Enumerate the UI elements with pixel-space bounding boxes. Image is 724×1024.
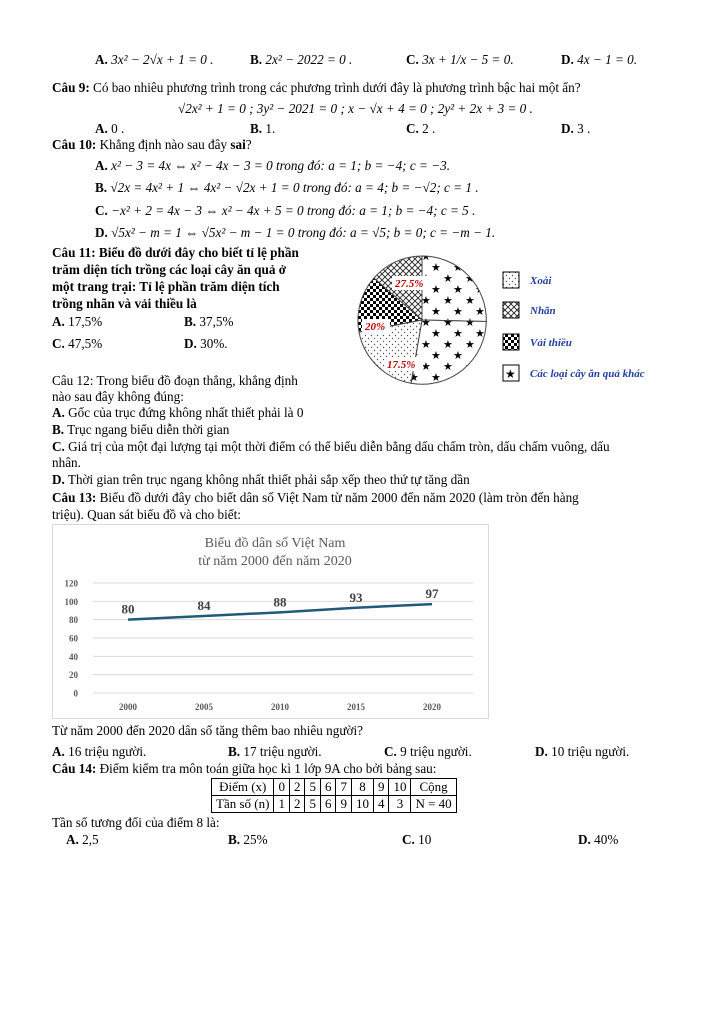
q12-line2: nào sau đây không đúng: (52, 389, 184, 404)
q10-question: Câu 10: Khẳng định nào sau đây sai? (52, 137, 252, 152)
y-tick-label: 120 (64, 578, 78, 589)
legend-swatch-vai-thieu (503, 334, 519, 350)
q10-option-b: B. √2x = 4x² + 1 ⇔ 4x² − √2x + 1 = 0 trong đó: a = 4; b = −√2; c = 1 . (95, 180, 479, 195)
q11-option-b: B. 37,5% (184, 314, 234, 329)
legend-label-vai-thieu: Vải thiều (530, 337, 572, 349)
table-cell: 9 (373, 779, 389, 796)
y-tick-label: 0 (73, 688, 78, 699)
table-cell: 1 (274, 796, 290, 813)
table-cell: 2 (289, 796, 305, 813)
q8-option-c: C. 3x + 1/x − 5 = 0. (406, 52, 514, 67)
data-label: 88 (273, 594, 287, 610)
q13-question-cont: triệu). Quan sát biểu đồ và cho biết: (52, 507, 241, 522)
q13-option-c: C. 9 triệu người. (384, 744, 472, 759)
q13-question: Câu 13: Biểu đồ dưới đây cho biết dân số Việt Nam từ năm 2000 đến năm 2020 (làm tròn đến hàng (52, 490, 579, 505)
table-cell: 0 (274, 779, 290, 796)
y-tick-label: 60 (69, 633, 78, 644)
table-cell: 10 (351, 796, 373, 813)
table-cell: N = 40 (411, 796, 456, 813)
table-cell: Tần số (n) (212, 796, 274, 813)
q14-question: Câu 14: Điểm kiểm tra môn toán giữa học kì 1 lớp 9A cho bởi bảng sau: (52, 761, 437, 776)
x-tick-label: 2015 (347, 702, 365, 712)
q12-option-d: D. Thời gian trên trục ngang không nhất thiết phải sắp xếp theo thứ tự tăng dần (52, 472, 470, 487)
q11-line1: Câu 11: Biểu đồ dưới đây cho biết tỉ lệ phần (52, 245, 299, 260)
q12-option-a: A. Gốc của trục đứng không nhất thiết phải là 0 (52, 405, 304, 420)
data-label: 80 (121, 601, 135, 617)
q11-option-c: C. 47,5% (52, 336, 103, 351)
q14-sub-question: Tần số tương đối của điểm 8 là: (52, 815, 220, 830)
table-cell: 10 (389, 779, 411, 796)
legend-swatch-xoai (503, 272, 519, 288)
table-cell: 6 (320, 779, 336, 796)
legend-label-nhan: Nhãn (530, 305, 556, 317)
q12-option-b: B. Trục ngang biểu diễn thời gian (52, 422, 230, 437)
q10-option-c: C. −x² + 2 = 4x − 3 ⇔ x² − 4x + 5 = 0 trong đó: a = 1; b = −4; c = 5 . (95, 203, 476, 218)
q9-equations: √2x² + 1 = 0 ; 3y² − 2021 = 0 ; x − √x + 4 = 0 ; 2y² + 2x + 3 = 0 . (178, 101, 533, 116)
q9-option-c: C. 2 . (406, 121, 436, 136)
x-tick-label: 2005 (195, 702, 213, 712)
pie-label-2: 20% (365, 321, 386, 333)
legend-label-xoai: Xoài (530, 275, 552, 287)
table-cell: 5 (305, 779, 321, 796)
data-label: 84 (197, 598, 211, 613)
line-chart-frame (52, 524, 489, 719)
table-cell: 2 (289, 779, 305, 796)
q14-option-a: A. 2,5 (66, 832, 99, 847)
q10-option-d: D. √5x² − m = 1 ⇔ √5x² − m − 1 = 0 trong đó: a = √5; b = 0; c = −m − 1. (95, 225, 496, 240)
table-cell: Điểm (x) (212, 779, 274, 796)
x-tick-label: 2010 (271, 702, 289, 712)
q8-option-a: A. 3x² − 2√x + 1 = 0 . (95, 52, 214, 67)
q13-option-d: D. 10 triệu người. (535, 744, 630, 759)
q14-option-d: D. 40% (578, 832, 619, 847)
pie-label-3: 17.5% (387, 359, 416, 371)
q13-option-b: B. 17 triệu người. (228, 744, 322, 759)
pie-slice-other-2 (411, 320, 486, 384)
table-cell: Cộng (411, 779, 456, 796)
q9-option-d: D. 3 . (561, 121, 591, 136)
pie-slice-other (422, 256, 486, 322)
table-cell: 4 (373, 796, 389, 813)
q12-option-c: C. Giá trị của một đại lượng tại một thời điểm có thể biểu diễn bằng dấu chấm tròn, dấu chấm vuông, dấu (52, 439, 610, 454)
chart-subtitle: từ năm 2000 đến năm 2020 (198, 554, 352, 569)
x-tick-label: 2000 (119, 702, 137, 712)
q11-option-a: A. 17,5% (52, 314, 103, 329)
table-cell: 7 (336, 779, 352, 796)
y-tick-label: 100 (64, 596, 78, 607)
line-chart (53, 525, 488, 718)
q11-line4: trồng nhãn và vải thiều là (52, 296, 197, 311)
table-row (212, 796, 457, 813)
table-cell: 6 (320, 796, 336, 813)
table-cell: 3 (389, 796, 411, 813)
pie-legend-swatches (502, 271, 522, 383)
chart-title: Biểu đồ dân số Việt Nam (204, 536, 346, 551)
table-cell: 5 (305, 796, 321, 813)
q11-line3: một trang trại: Tỉ lệ phần trăm diện tích (52, 279, 280, 294)
q14-frequency-table (211, 778, 457, 813)
pie-label-1: 27.5% (395, 278, 424, 290)
data-label: 93 (349, 589, 363, 605)
q13-sub-question: Từ năm 2000 đến 2020 dân số tăng thêm bao nhiêu người? (52, 723, 363, 738)
y-tick-label: 40 (69, 651, 78, 662)
q11-line2: trăm diện tích trồng các loại cây ăn quả ở (52, 262, 287, 277)
pie-chart (352, 250, 492, 390)
q9-option-b: B. 1. (250, 121, 276, 136)
legend-label-other: Các loại cây ăn quả khác (530, 368, 645, 380)
q10-option-a: A. x² − 3 = 4x ⇔ x² − 4x − 3 = 0 trong đó: a = 1; b = −4; c = −3. (95, 158, 450, 173)
q14-option-c: C. 10 (402, 832, 432, 847)
q9-question: Câu 9: Có bao nhiêu phương trình trong các phương trình dưới đây là phương trình bậc hai một ẩn? (52, 80, 581, 95)
q8-option-d: D. 4x − 1 = 0. (561, 52, 638, 67)
q14-option-b: B. 25% (228, 832, 268, 847)
q11-option-d: D. 30%. (184, 336, 228, 351)
y-tick-label: 80 (69, 615, 78, 626)
q12-option-c-cont: nhân. (52, 455, 81, 470)
table-row (212, 779, 457, 796)
q13-option-a: A. 16 triệu người. (52, 744, 147, 759)
table-cell: 8 (351, 779, 373, 796)
svg-text:★: ★ (505, 367, 516, 381)
legend-swatch-nhan (503, 302, 519, 318)
y-tick-label: 20 (69, 670, 78, 681)
q8-option-b: B. 2x² − 2022 = 0 . (250, 52, 353, 67)
q12-line1: Câu 12: Trong biểu đồ đoạn thẳng, khẳng định (52, 373, 298, 388)
data-label: 97 (425, 586, 439, 602)
x-tick-label: 2020 (423, 702, 441, 712)
table-cell: 9 (336, 796, 352, 813)
q9-option-a: A. 0 . (95, 121, 125, 136)
